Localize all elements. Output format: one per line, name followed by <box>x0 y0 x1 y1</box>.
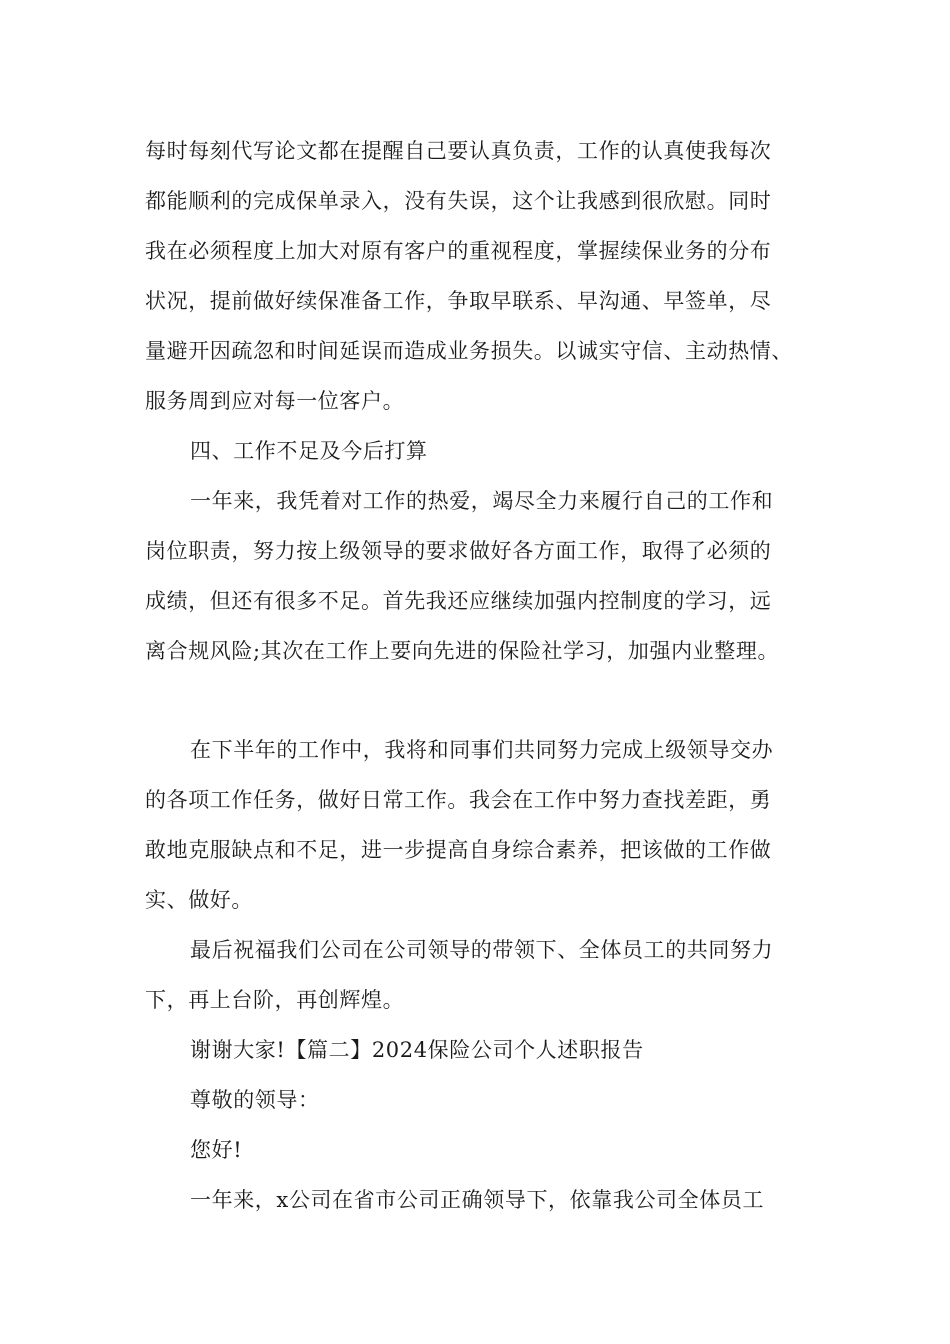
text-line: 的各项工作任务，做好日常工作。我会在工作中努力查找差距，勇 <box>145 788 772 812</box>
text-line: 量避开因疏忽和时间延误而造成业务损失。以诚实守信、主动热情、 <box>145 339 793 363</box>
text-line: 岗位职责，努力按上级领导的要求做好各方面工作，取得了必须的 <box>145 539 772 563</box>
salutation: 尊敬的领导： <box>190 1088 320 1112</box>
text-line: 谢谢大家!【篇二】2024保险公司个人述职报告 <box>190 1038 644 1062</box>
text-line: 实、做好。 <box>145 888 253 912</box>
text-line: 成绩，但还有很多不足。首先我还应继续加强内控制度的学习，远 <box>145 589 772 613</box>
text-line: 服务周到应对每一位客户。 <box>145 389 405 413</box>
text-line: 在下半年的工作中，我将和同事们共同努力完成上级领导交办 <box>190 738 774 762</box>
text-line: 都能顺利的完成保单录入，没有失误，这个让我感到很欣慰。同时 <box>145 189 772 213</box>
section-heading: 四、工作不足及今后打算 <box>190 439 428 463</box>
greeting: 您好! <box>190 1138 243 1162</box>
text-line: 下，再上台阶，再创辉煌。 <box>145 988 405 1012</box>
text-line: 一年来，x公司在省市公司正确领导下，依靠我公司全体员工 <box>190 1188 765 1212</box>
text-line: 离合规风险;其次在工作上要向先进的保险社学习，加强内业整理。 <box>145 639 780 663</box>
text-line: 敢地克服缺点和不足，进一步提高自身综合素养，把该做的工作做 <box>145 838 772 862</box>
text-line: 状况，提前做好续保准备工作，争取早联系、早沟通、早签单，尽 <box>145 289 772 313</box>
text-line: 我在必须程度上加大对原有客户的重视程度，掌握续保业务的分布 <box>145 239 772 263</box>
text-line: 每时每刻代写论文都在提醒自己要认真负责，工作的认真使我每次 <box>145 139 772 163</box>
text-line: 一年来，我凭着对工作的热爱，竭尽全力来履行自己的工作和 <box>190 489 774 513</box>
text-line: 最后祝福我们公司在公司领导的带领下、全体员工的共同努力 <box>190 938 774 962</box>
